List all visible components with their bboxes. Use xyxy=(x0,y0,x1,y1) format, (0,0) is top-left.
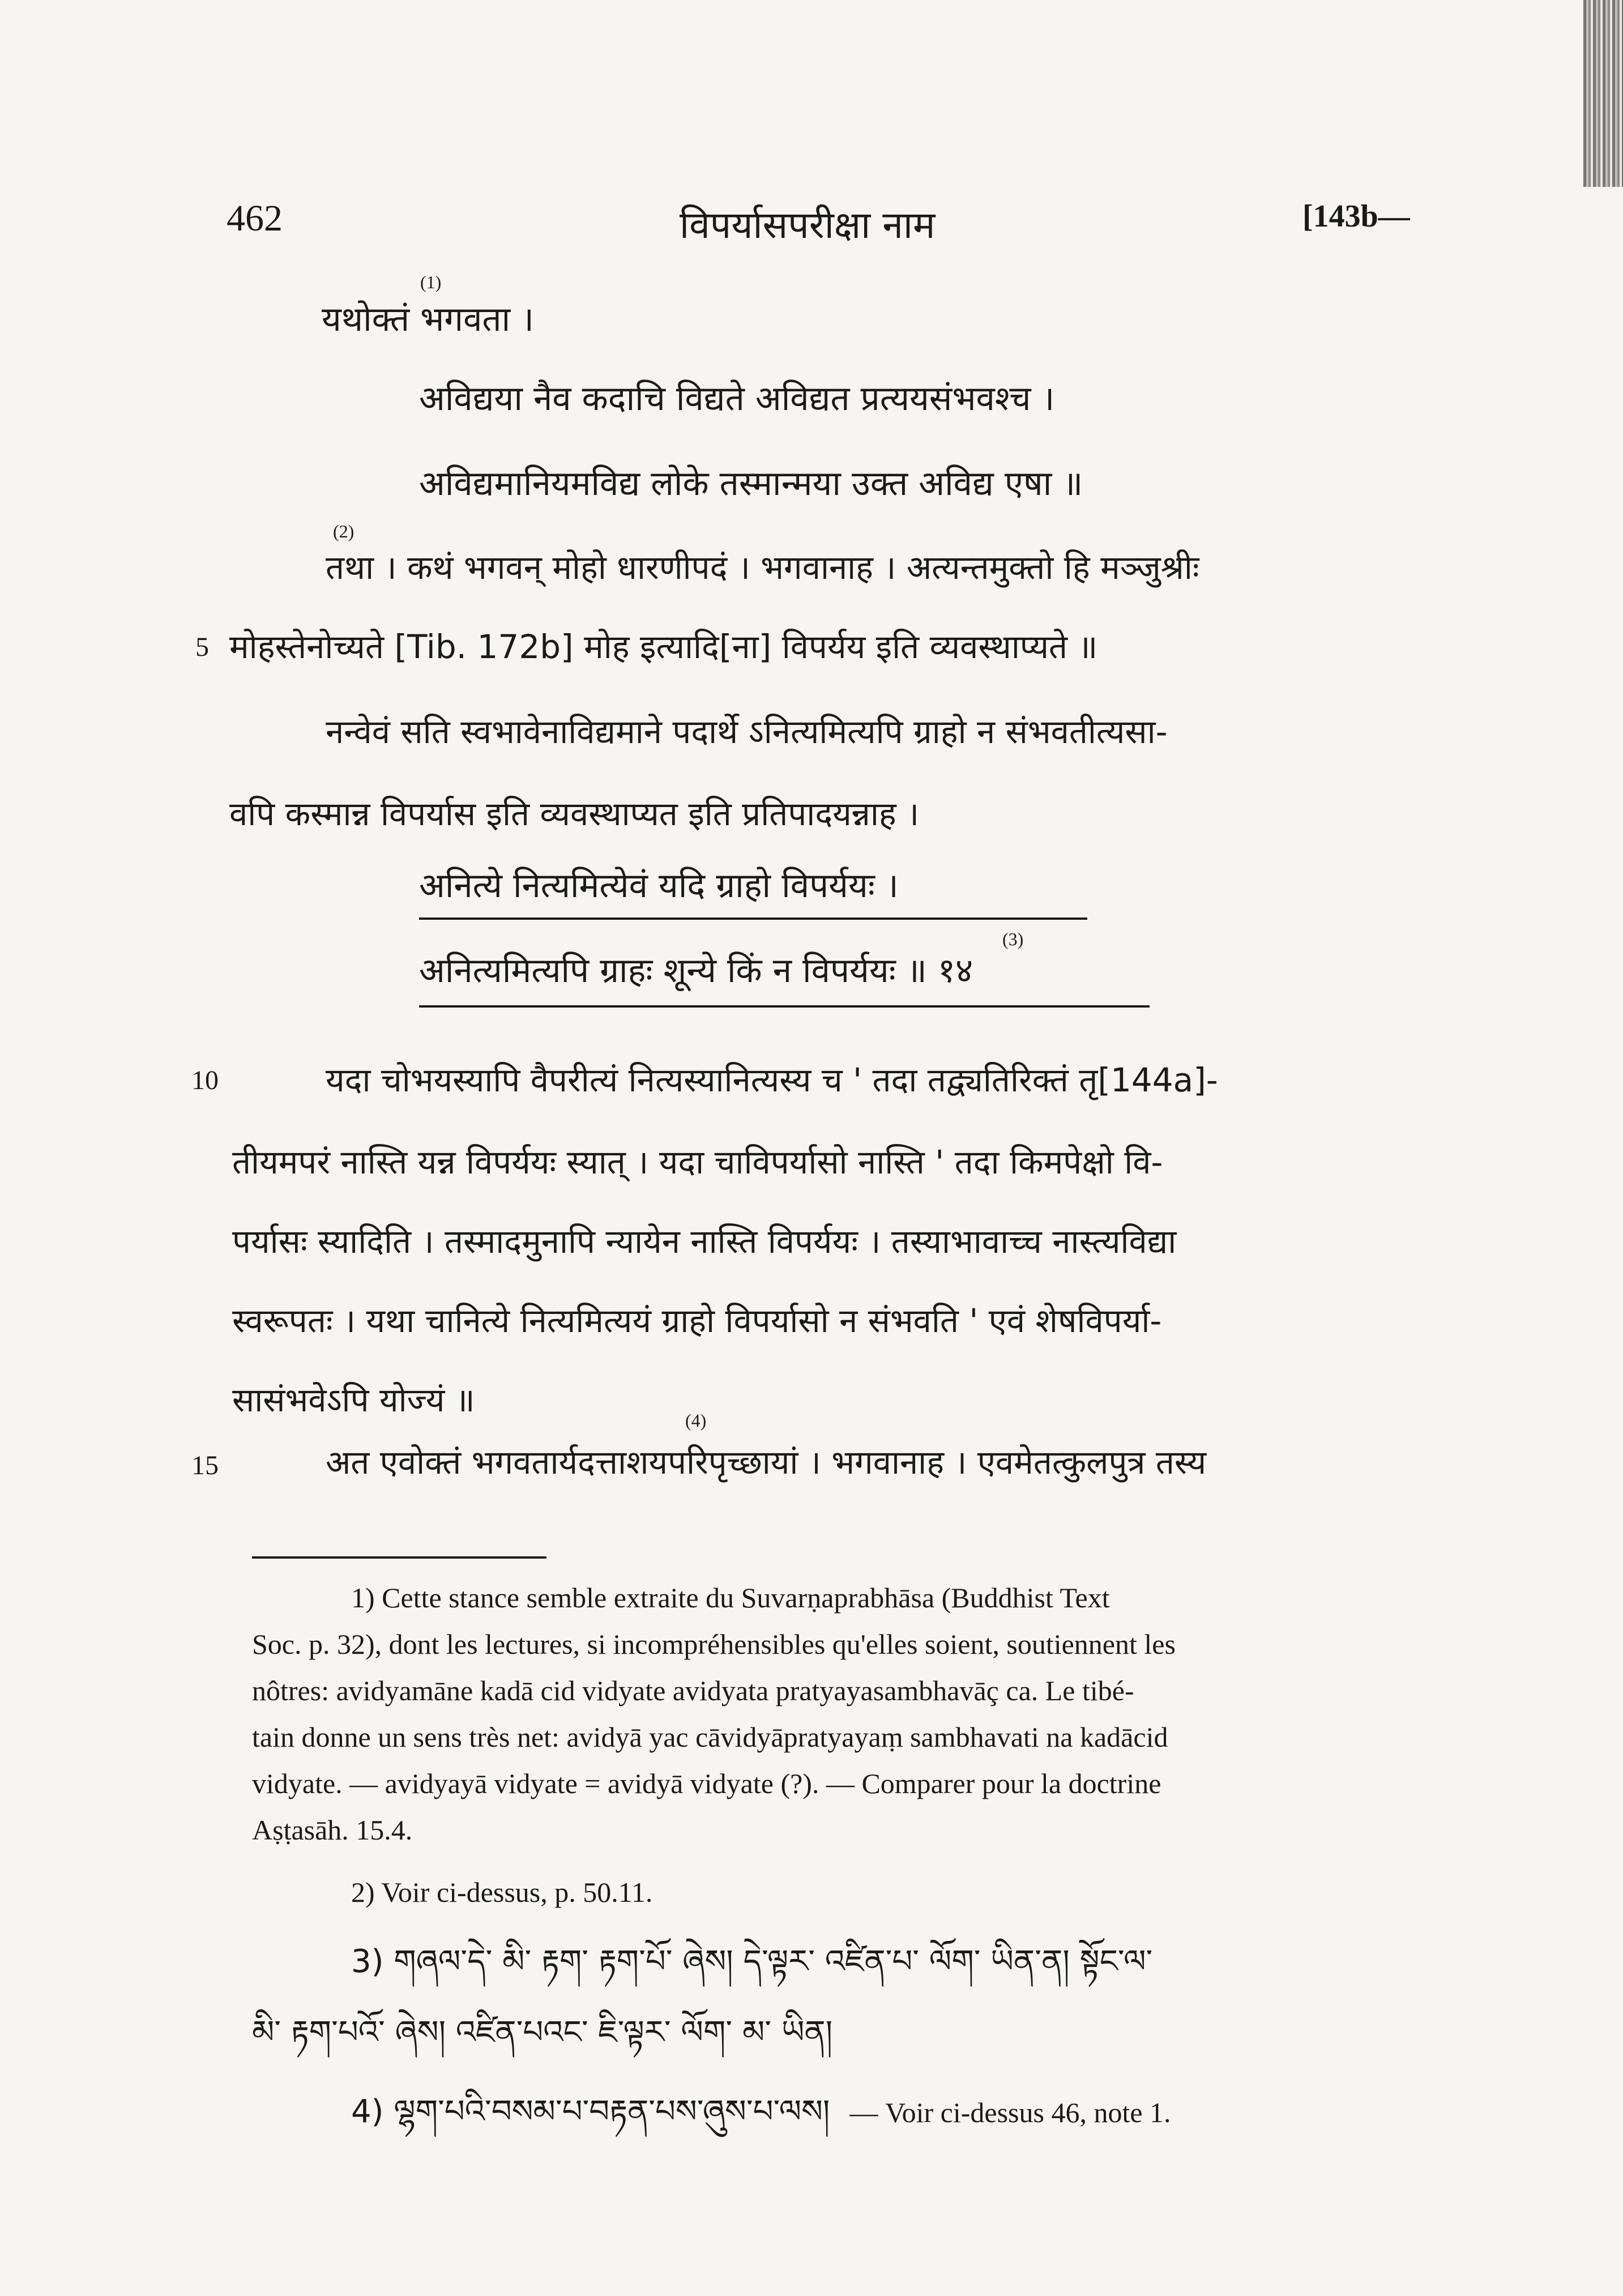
para4-line1: अत एवोक्तं भगवतार्यदत्ताशयपरिपृच्छायां । भगवानाह । एवमेतत्कुलपुत्र तस्य xyxy=(326,1443,1207,1482)
line-number-5: 5 xyxy=(195,632,209,662)
scan-edge xyxy=(1583,0,1623,187)
verse1-line2: अविद्यमानियमविद्य लोके तस्मान्मया उक्त अविद्य एषा ॥ xyxy=(419,464,1083,503)
fn3-line1: 3) གཞལ་དེ་ མི་ རྟག་ རྟག་པོ་ ཞེས། དེ་ལྟར་ འཛིན་པ་ ལོག་ ཡིན་ན། སྟོང་ལ་ xyxy=(351,1943,1153,1980)
fn1-line1: 1) Cette stance semble extraite du Suvarṇaprabhāsa (Buddhist Text xyxy=(351,1582,1110,1614)
para3-line1: यदा चोभयस्यापि वैपरीत्यं नित्यस्यानित्यस्य च ' तदा तद्व्यतिरिक्तं तृ[144a]- xyxy=(326,1061,1218,1099)
para2-line2: वपि कस्मान्न विपर्यास इति व्यवस्थाप्यत इति प्रतिपादयन्नाह । xyxy=(229,795,920,833)
para1-line2: मोहस्तेनोच्यते [Tib. 172b] मोह इत्यादि[ना] विपर्यय इति व्यवस्थाप्यते ॥ xyxy=(229,628,1098,666)
intro-line xyxy=(322,295,534,341)
para1-line1: तथा । कथं भगवन् मोहो धारणीपदं । भगवानाह । अत्यन्तमुक्तो हि मञ्जुश्रीः xyxy=(326,548,1199,587)
fn4-reference: — Voir ci-dessus 46, note 1. xyxy=(849,2097,1171,2128)
verse2-underline-2 xyxy=(419,1005,1150,1008)
verse2-underline-1 xyxy=(419,917,1087,920)
fn1-line4: tain donne un sens très net: avidyā yac cāvidyāpratyayaṃ sambhavati na kadācid xyxy=(252,1721,1168,1753)
line-number-15: 15 xyxy=(191,1450,219,1480)
note-mark-1: (1) xyxy=(420,272,442,292)
fn1-line3: nôtres: avidyamāne kadā cid vidyate avidyata pratyayasambhavāç ca. Le tibé- xyxy=(252,1675,1134,1706)
page-number: 462 xyxy=(227,198,283,239)
verse2-line2: अनित्यमित्यपि ग्राहः शून्ये किं न विपर्ययः ॥ १४ xyxy=(419,951,973,991)
fn1-line5: vidyate. — avidyayā vidyate = avidyā vidyate (?). — Comparer pour la doctrine xyxy=(252,1768,1161,1799)
para3-line4: स्वरूपतः । यथा चानित्ये नित्यमित्ययं ग्राहो विपर्यासो न संभवति ' एवं शेषविपर्या- xyxy=(232,1301,1162,1340)
para3-line3: पर्यासः स्यादिति । तस्मादमुनापि न्यायेन नास्ति विपर्ययः । तस्याभावाच्च नास्त्यविद्या xyxy=(232,1222,1177,1261)
verse2-line1: अनित्ये नित्यमित्येवं यदि ग्राहो विपर्ययः । xyxy=(419,866,899,906)
para2-line1: नन्वेवं सति स्वभावेनाविद्यमाने पदार्थे ऽनित्यमित्यपि ग्राहो न संभवतीत्यसा- xyxy=(326,712,1168,751)
footnote-separator xyxy=(252,1556,546,1559)
folio-ref: [143b— xyxy=(1302,199,1410,234)
fn4-tibetan: 4) ལྷག་པའི་བསམ་པ་བརྟན་པས་ཞུས་པ་ལས། xyxy=(351,2093,830,2130)
para3-line2: तीयमपरं नास्ति यन्न विपर्ययः स्यात् । यदा चाविपर्यासो नास्ति ' तदा किमपेक्षो वि- xyxy=(232,1143,1163,1181)
fn3-line2: མི་ རྟག་པའོ་ ཞེས། འཛིན་པའང་ ཇི་ལྟར་ ལོག་ མ་ ཡིན། xyxy=(252,2014,833,2051)
running-title: विपर्यासपरीक्षा नाम xyxy=(680,203,936,247)
verse1-line1: अविद्यया नैव कदाचि विद्यते अविद्यत प्रत्ययसंभवश्च । xyxy=(419,379,1055,419)
fn1-line6: Aṣṭasāh. 15.4. xyxy=(252,1814,413,1846)
line-number-10: 10 xyxy=(191,1065,219,1095)
para3-line5: सासंभवेऽपि योज्यं ॥ xyxy=(232,1381,475,1419)
fn1-line2: Soc. p. 32), dont les lectures, si incompréhensibles qu'elles soient, soutiennent les xyxy=(252,1628,1176,1660)
fn2: 2) Voir ci-dessus, p. 50.11. xyxy=(351,1876,653,1908)
note-mark-3: (3) xyxy=(1002,929,1024,949)
intro-text: यथोक्तं भगवता । xyxy=(322,300,534,339)
fn4-line xyxy=(351,2076,1171,2165)
note-mark-2: (2) xyxy=(333,521,355,541)
note-mark-4: (4) xyxy=(685,1410,707,1431)
